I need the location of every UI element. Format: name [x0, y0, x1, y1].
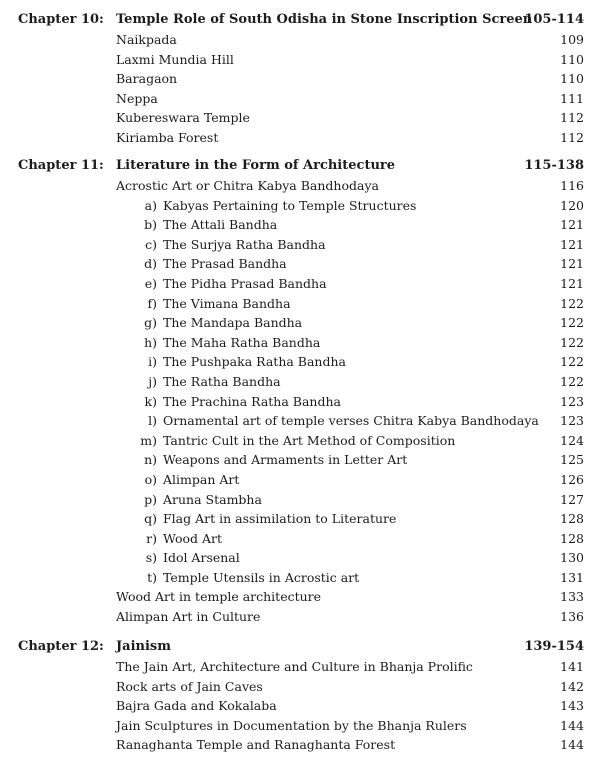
- toc-subentry: [0, 196, 600, 216]
- entry-letter: h): [144, 334, 157, 350]
- toc-subentry: [0, 411, 600, 431]
- entry-label: The Prachina Ratha Bandha: [163, 393, 341, 409]
- toc-entry: [0, 735, 600, 755]
- toc-entry: [0, 30, 600, 50]
- entry-label: Alimpan Art: [163, 471, 240, 487]
- entry-page-number: 128: [560, 530, 584, 546]
- entry-title: [133, 470, 239, 490]
- entry-label: The Ratha Bandha: [163, 373, 281, 389]
- entry-title: [133, 196, 416, 216]
- entry-page-number: 124: [560, 432, 584, 448]
- chapter-section: [0, 156, 600, 627]
- entry-label: Idol Arsenal: [163, 550, 240, 566]
- entry-label: The Vimana Bandha: [163, 295, 291, 311]
- toc-entry: [0, 128, 600, 148]
- entry-title: Rock arts of Jain Caves: [116, 678, 263, 694]
- toc-subentry: [0, 450, 600, 470]
- entry-title: [133, 235, 326, 255]
- entry-page-number: 133: [560, 589, 584, 605]
- entry-title: [133, 548, 240, 568]
- chapter-title: Temple Role of South Odisha in Stone Inscription Screen: [116, 12, 533, 27]
- entry-page-number: 127: [560, 491, 584, 507]
- entry-title: Naikpada: [116, 32, 177, 47]
- entry-title: [133, 215, 277, 235]
- entry-label: The Mandapa Bandha: [163, 315, 303, 331]
- entry-label: Tantric Cult in the Art Method of Composition: [163, 432, 456, 448]
- entry-page-number: 122: [560, 334, 584, 350]
- entry-page-number: 121: [560, 256, 584, 272]
- entry-title: Neppa: [116, 90, 158, 106]
- entry-letter: c): [145, 236, 157, 252]
- entry-title: Wood Art in temple architecture: [116, 589, 322, 605]
- chapter-page-range: 115-138: [524, 158, 584, 173]
- entry-title: [133, 431, 455, 451]
- entry-title: [133, 509, 396, 529]
- entry-page-number: 141: [560, 659, 584, 674]
- entry-letter: r): [146, 530, 157, 546]
- toc-subentry: [0, 235, 600, 255]
- toc-subentry: [0, 372, 600, 392]
- entry-page-number: 122: [560, 295, 584, 311]
- toc-entry: [0, 607, 600, 627]
- entry-page-number: 112: [560, 110, 584, 126]
- toc-subentry: [0, 392, 600, 412]
- entry-page-number: 110: [560, 71, 584, 87]
- toc-subentry: [0, 352, 600, 372]
- entry-page-number: 116: [560, 178, 584, 193]
- entry-title: [133, 392, 341, 412]
- entry-page-number: 142: [560, 678, 584, 694]
- entry-label: The Maha Ratha Bandha: [163, 334, 321, 350]
- chapter-heading: [0, 156, 600, 176]
- entry-page-number: 143: [560, 698, 584, 714]
- toc-subentry: [0, 254, 600, 274]
- entry-label: The Attali Bandha: [163, 217, 278, 233]
- entry-letter: d): [144, 256, 157, 272]
- entry-title: Acrostic Art or Chitra Kabya Bandhodaya: [116, 178, 379, 193]
- toc-entry: [0, 108, 600, 128]
- entry-title: Alimpan Art in Culture: [116, 609, 261, 625]
- entry-page-number: 110: [560, 51, 584, 67]
- entry-letter: g): [144, 315, 157, 331]
- entry-page-number: 125: [560, 452, 584, 468]
- entry-letter: s): [145, 550, 157, 566]
- entry-title: Jain Sculptures in Documentation by the Bhanja Rulers: [116, 717, 467, 733]
- entry-title: Baragaon: [116, 71, 178, 87]
- chapter-heading: [0, 10, 600, 30]
- entry-letter: p): [144, 491, 157, 507]
- entry-letter: q): [144, 511, 157, 527]
- entry-letter: m): [140, 432, 157, 448]
- entry-page-number: 109: [560, 32, 584, 47]
- entry-letter: b): [144, 217, 157, 233]
- toc-entry: [0, 89, 600, 109]
- entry-letter: k): [144, 393, 157, 409]
- entry-page-number: 120: [560, 197, 584, 213]
- entry-page-number: 121: [560, 217, 584, 233]
- entry-page-number: 123: [560, 413, 584, 429]
- entry-label: Weapons and Armaments in Letter Art: [163, 452, 408, 468]
- entry-letter: j): [148, 373, 157, 389]
- entry-page-number: 144: [560, 717, 584, 733]
- entry-page-number: 122: [560, 373, 584, 389]
- toc-subentry: [0, 470, 600, 490]
- entry-label: Flag Art in assimilation to Literature: [163, 511, 397, 527]
- entry-page-number: 144: [560, 737, 584, 753]
- entry-page-number: 121: [560, 275, 584, 291]
- entry-title: [133, 529, 222, 549]
- toc-subentry: [0, 509, 600, 529]
- toc-subentry: [0, 529, 600, 549]
- toc-subentry: [0, 431, 600, 451]
- entry-page-number: 121: [560, 236, 584, 252]
- entry-label: Temple Utensils in Acrostic art: [163, 569, 360, 585]
- entry-page-number: 112: [560, 129, 584, 145]
- entry-label: Kabyas Pertaining to Temple Structures: [163, 197, 417, 213]
- entry-page-number: 122: [560, 315, 584, 331]
- entry-title: [133, 372, 281, 392]
- entry-page-number: 128: [560, 511, 584, 527]
- toc-entry: [0, 677, 600, 697]
- entry-title: [133, 568, 359, 588]
- entry-label: The Pidha Prasad Bandha: [163, 275, 327, 291]
- entry-title: [133, 254, 287, 274]
- toc-entry: [0, 657, 600, 677]
- toc-subentry: [0, 568, 600, 588]
- entry-title: Kubereswara Temple: [116, 110, 250, 126]
- entry-page-number: 123: [560, 393, 584, 409]
- entry-label: Ornamental art of temple verses Chitra Kabya Bandhodaya: [163, 413, 539, 429]
- toc-subentry: [0, 490, 600, 510]
- chapter-title: Literature in the Form of Architecture: [116, 158, 396, 173]
- entry-page-number: 126: [560, 471, 584, 487]
- entry-title: The Jain Art, Architecture and Culture in Bhanja Prolific: [116, 659, 473, 674]
- chapter-number: Chapter 10:: [18, 12, 104, 27]
- chapter-section: [0, 10, 600, 148]
- entry-title: [133, 333, 320, 353]
- chapter-number: Chapter 12:: [18, 639, 104, 654]
- entry-letter: o): [144, 471, 157, 487]
- entry-page-number: 111: [560, 90, 584, 106]
- toc-entry: [0, 176, 600, 196]
- chapter-page-range: 105-114: [524, 12, 584, 27]
- entry-letter: e): [144, 275, 157, 291]
- entry-page-number: 130: [560, 550, 584, 566]
- chapter-title: Jainism: [116, 639, 171, 654]
- entry-label: The Surjya Ratha Bandha: [163, 236, 326, 252]
- toc-entry: [0, 716, 600, 736]
- entry-label: The Prasad Bandha: [163, 256, 287, 272]
- entry-title: [133, 490, 262, 510]
- entry-title: [133, 450, 407, 470]
- toc-entry: [0, 50, 600, 70]
- entry-letter: n): [144, 452, 157, 468]
- entry-letter: t): [147, 569, 157, 585]
- entry-title: Laxmi Mundia Hill: [116, 51, 234, 67]
- entry-list: [0, 176, 600, 627]
- entry-title: [133, 274, 327, 294]
- entry-letter: a): [144, 197, 157, 213]
- entry-page-number: 136: [560, 609, 584, 625]
- chapter-page-range: 139-154: [524, 639, 584, 654]
- toc-subentry: [0, 313, 600, 333]
- toc-entry: [0, 69, 600, 89]
- entry-title: Ranaghanta Temple and Ranaghanta Forest: [116, 737, 396, 753]
- entry-page-number: 122: [560, 354, 584, 370]
- toc-entry: [0, 696, 600, 716]
- entry-page-number: 131: [560, 569, 584, 585]
- entry-title: [133, 313, 302, 333]
- entry-list: [0, 657, 600, 755]
- toc-subentry: [0, 294, 600, 314]
- entry-title: [133, 352, 346, 372]
- entry-title: [133, 411, 539, 431]
- entry-label: The Pushpaka Ratha Bandha: [163, 354, 346, 370]
- entry-title: Bajra Gada and Kokalaba: [116, 698, 277, 714]
- entry-title: [133, 294, 291, 314]
- entry-list: [0, 30, 600, 148]
- toc-entry: [0, 587, 600, 607]
- toc-subentry: [0, 548, 600, 568]
- chapter-heading: [0, 637, 600, 657]
- chapter-section: [0, 637, 600, 755]
- entry-letter: l): [148, 413, 157, 429]
- chapter-number: Chapter 11:: [18, 158, 104, 173]
- entry-letter: f): [147, 295, 157, 311]
- entry-letter: i): [148, 354, 157, 370]
- toc-subentry: [0, 274, 600, 294]
- entry-title: Kiriamba Forest: [116, 129, 219, 145]
- entry-label: Aruna Stambha: [163, 491, 262, 507]
- toc-subentry: [0, 333, 600, 353]
- entry-label: Wood Art: [163, 530, 223, 546]
- toc-subentry: [0, 215, 600, 235]
